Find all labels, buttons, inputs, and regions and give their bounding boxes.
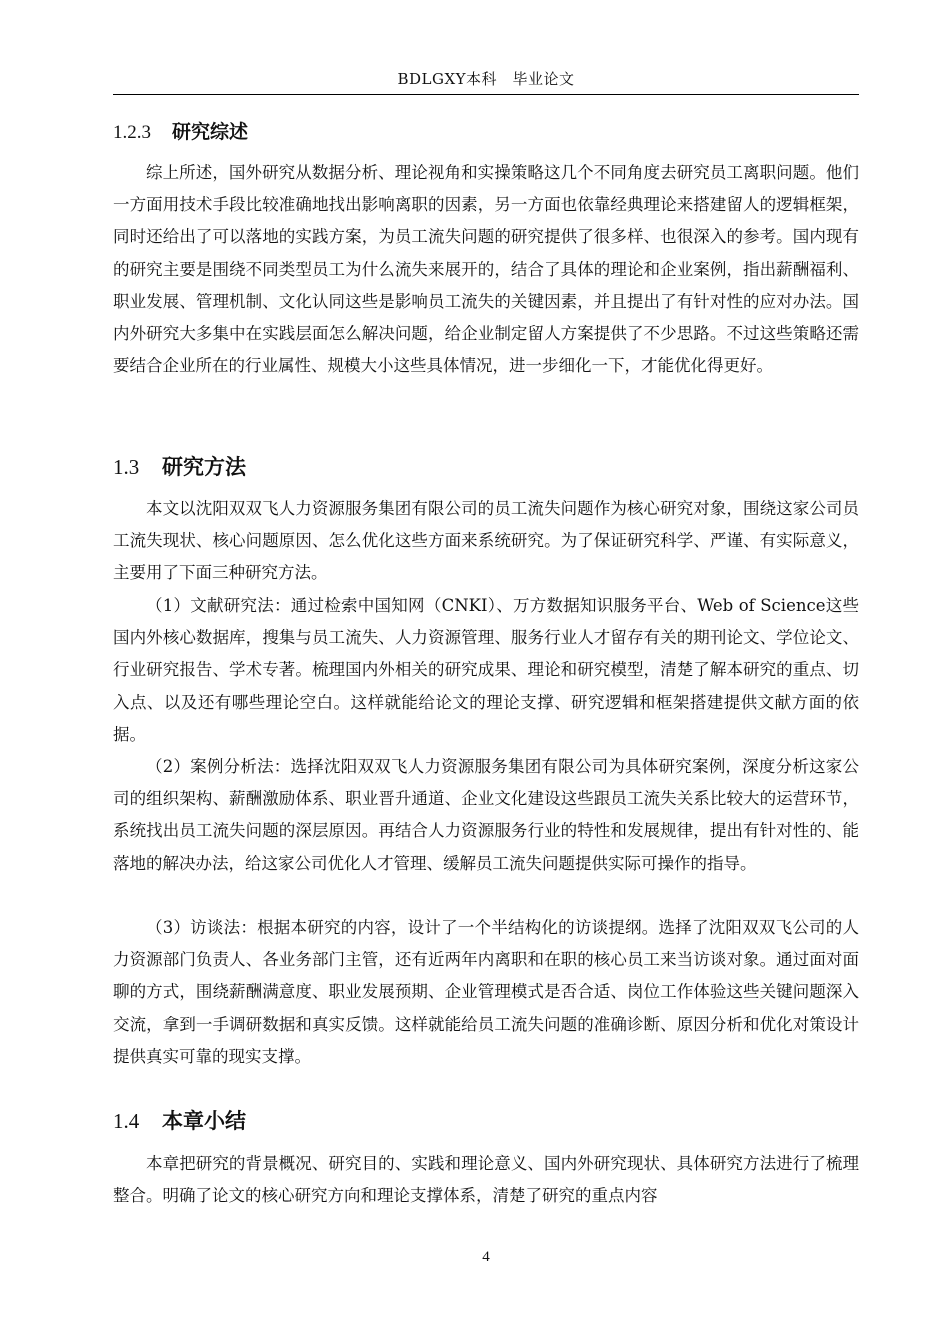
running-header: BDLGXY本科 毕业论文: [397, 70, 575, 88]
section-number: 1.2.3: [113, 122, 151, 143]
section-heading-1-3: [113, 453, 246, 481]
section-title: 本章小结: [162, 1108, 246, 1133]
section-number: 1.3: [113, 455, 140, 479]
section-title: 研究综述: [172, 121, 249, 143]
section-heading-1-2-3: [113, 119, 248, 146]
method-paragraph-interview: （3）访谈法：根据本研究的内容，设计了一个半结构化的访谈提纲。选择了沈阳双双飞公司的人力资源部门负责人、各业务部门主管，还有近两年内离职和在职的核心员工来当访谈对象。通过面对面聊的方式，围绕薪酬满意度、职业发展预期、企业管理模式是否合适、岗位工作体验这些关键问题深入交流，拿到一手调研数据和真实反馈。这样就能给员工流失问题的准确诊断、原因分析和优化对策设计提供真实可靠的现实支撑。: [113, 918, 859, 1066]
page-number: 4: [482, 1249, 490, 1265]
body-paragraph: 综上所述，国外研究从数据分析、理论视角和实操策略这几个不同角度去研究员工离职问题。他们一方面用技术手段比较准确地找出影响离职的因素，另一方面也依靠经典理论来搭建留人的逻辑框架，同时还给出了可以落地的实践方案，为员工流失问题的研究提供了很多样、也很深入的参考。国内现有的研究主要是围绕不同类型员工为什么流失来展开的，结合了具体的理论和企业案例，指出薪酬福利、职业发展、管理机制、文化认同这些是影响员工流失的关键因素，并且提出了有针对性的应对办法。国内外研究大多集中在实践层面怎么解决问题，给企业制定留人方案提供了不少思路。不过这些策略还需要结合企业所在的行业属性、规模大小这些具体情况，进一步细化一下，才能优化得更好。: [113, 163, 859, 376]
method-paragraph-case-study: （2）案例分析法：选择沈阳双双飞人力资源服务集团有限公司为具体研究案例，深度分析这家公司的组织架构、薪酬激励体系、职业晋升通道、企业文化建设这些跟员工流失关系比较大的运营环节，系统找出员工流失问题的深层原因。再结合人力资源服务行业的特性和发展规律，提出有针对性的、能落地的解决办法，给这家公司优化人才管理、缓解员工流失问题提供实际可操作的指导。: [113, 757, 859, 873]
body-paragraph: 本章把研究的背景概况、研究目的、实践和理论意义、国内外研究现状、具体研究方法进行了梳理整合。明确了论文的核心研究方向和理论支撑体系，清楚了研究的重点内容: [113, 1154, 859, 1206]
section-heading-1-4: [113, 1107, 246, 1135]
section-number: 1.4: [113, 1109, 140, 1133]
method-paragraph-literature: （1）文献研究法：通过检索中国知网（CNKI）、万方数据知识服务平台、Web of Science这些国内外核心数据库，搜集与员工流失、人力资源管理、服务行业人才留存有关的期刊论文、学位论文、行业研究报告、学术专著。梳理国内外相关的研究成果、理论和研究模型，清楚了解本研究的重点、切入点、以及还有哪些理论空白。这样就能给论文的理论支撑、研究逻辑和框架搭建提供文献方面的依据。: [113, 596, 859, 744]
body-paragraph: 本文以沈阳双双飞人力资源服务集团有限公司的员工流失问题作为核心研究对象，围绕这家公司员工流失现状、核心问题原因、怎么优化这些方面来系统研究。为了保证研究科学、严谨、有实际意义，主要用了下面三种研究方法。: [113, 499, 859, 583]
section-title: 研究方法: [162, 454, 246, 479]
header-divider: [113, 94, 859, 95]
